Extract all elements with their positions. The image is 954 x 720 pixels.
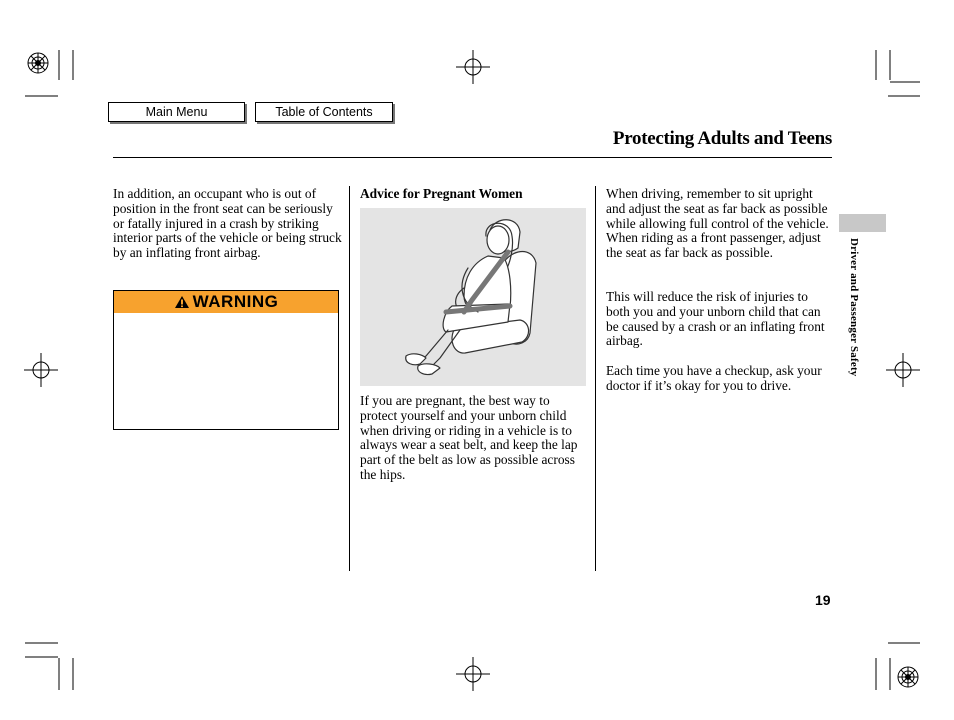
page-title: Protecting Adults and Teens (612, 128, 832, 149)
checkup-paragraph: Each time you have a checkup, ask your doctor if it’s okay for you to drive. (606, 363, 822, 393)
pregnant-women-heading: Advice for Pregnant Women (360, 186, 523, 201)
pregnant-seatbelt-paragraph: If you are pregnant, the best way to protect yourself and your unborn child when driving or riding in a vehicle is to always wear a seat belt, and keep the lap part of the belt as low as possible across the hips. (360, 393, 578, 482)
column-divider (595, 186, 596, 571)
warning-label: WARNING (192, 292, 279, 311)
page-number: 19 (815, 592, 831, 608)
warning-box (113, 290, 339, 430)
warning-triangle-icon (174, 295, 190, 309)
pregnant-woman-seatbelt-illustration (360, 208, 586, 386)
main-menu-button[interactable]: Main Menu (108, 102, 245, 122)
side-section-tab[interactable] (839, 214, 886, 232)
occupant-position-paragraph: In addition, an occupant who is out of position in the front seat can be seriously or fatally injured in a crash by striking interior parts of the vehicle or being struck by an inflating front airbag. (113, 186, 342, 261)
table-of-contents-button[interactable]: Table of Contents (255, 102, 393, 122)
side-section-label: Driver and Passenger Safety (848, 238, 860, 377)
title-divider (113, 157, 832, 158)
warning-header (114, 291, 338, 313)
column-divider (349, 186, 350, 571)
seat-adjust-paragraph: When driving, remember to sit upright and adjust the seat as far back as possible while allowing full control of the vehicle. When riding as a front passenger, adjust the seat as far back as possible. (606, 186, 829, 261)
injury-risk-paragraph: This will reduce the risk of injuries to both you and your unborn child that can be caused by a crash or an inflating front airbag. (606, 289, 825, 349)
